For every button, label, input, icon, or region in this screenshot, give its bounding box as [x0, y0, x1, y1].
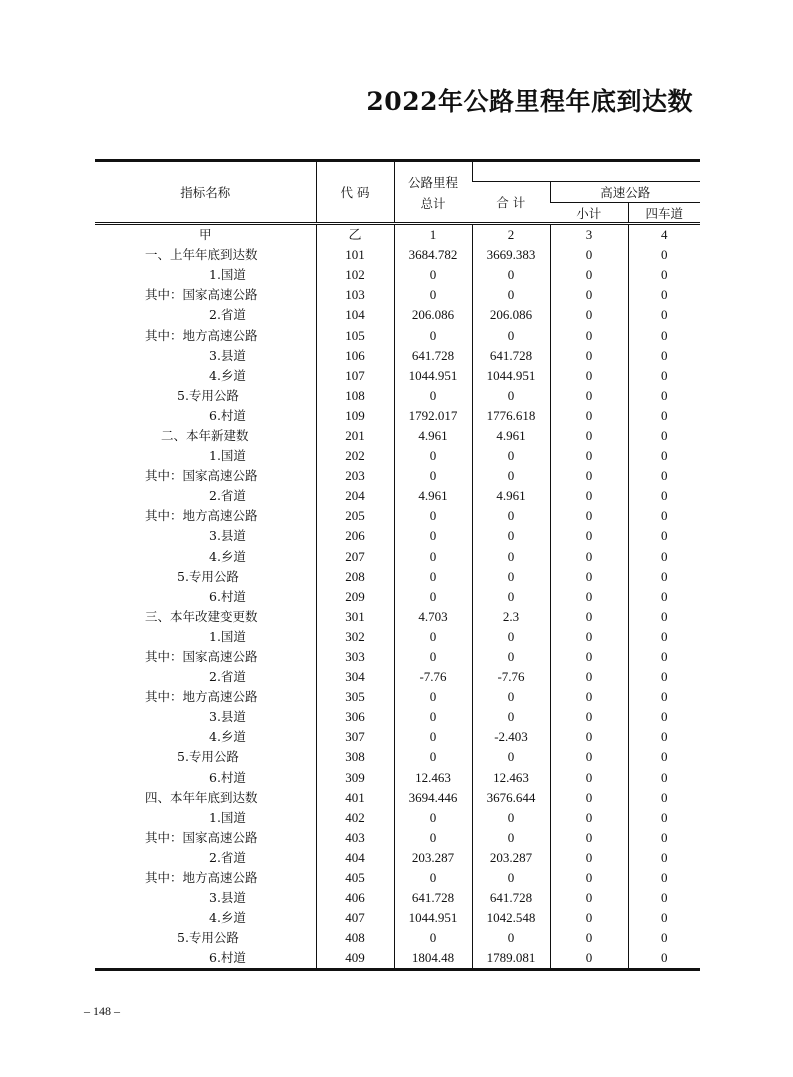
cell-four: 0	[628, 747, 700, 767]
row-label: 其中：国家高速公路	[145, 468, 258, 484]
row-label: 6.村道	[209, 407, 246, 423]
cell-sum: 0	[472, 466, 550, 486]
cell-total: 0	[394, 506, 472, 526]
cell-code: 104	[316, 305, 394, 325]
cell-four: 0	[628, 285, 700, 305]
header-blank	[472, 161, 700, 182]
road-mileage-table	[95, 159, 700, 971]
cell-sub: 0	[550, 768, 628, 788]
table-row	[95, 667, 700, 687]
table-row	[95, 908, 700, 928]
cell-four: 0	[628, 788, 700, 808]
table-row	[95, 828, 700, 848]
cell-code: 105	[316, 325, 394, 345]
cell-total: 0	[394, 446, 472, 466]
row-label: 5.专用公路	[177, 930, 239, 946]
row-label: 其中：地方高速公路	[145, 508, 258, 524]
cell-four: 0	[628, 627, 700, 647]
cell-sub: 0	[550, 727, 628, 747]
row-label: 3.县道	[209, 709, 246, 725]
row-label: 其中：国家高速公路	[145, 287, 258, 303]
cell-code: 302	[316, 627, 394, 647]
table-row	[95, 526, 700, 546]
page-number: – 148 –	[84, 1004, 120, 1018]
row-label: 6.村道	[95, 948, 316, 970]
table-row	[95, 587, 700, 607]
cell-four: 0	[628, 908, 700, 928]
cell-four: 0	[628, 547, 700, 567]
cell-total: 12.463	[394, 768, 472, 788]
table-row	[95, 627, 700, 647]
cell-code: 304	[316, 667, 394, 687]
row-label: 1.国道	[209, 267, 246, 283]
cell-sum: 2.3	[472, 607, 550, 627]
cell-sum: 0	[472, 647, 550, 667]
cell-total: 0	[394, 587, 472, 607]
row-label: 其中：地方高速公路	[145, 689, 258, 705]
cell-code: 202	[316, 446, 394, 466]
table-row	[95, 406, 700, 426]
cell-sum: 0	[472, 587, 550, 607]
cell-total: 0	[394, 547, 472, 567]
cell-sum: 0	[472, 928, 550, 948]
index-cell: 2	[472, 224, 550, 246]
cell-total: 0	[394, 265, 472, 285]
cell-total: 0	[394, 727, 472, 747]
cell-total: 0	[394, 747, 472, 767]
cell-code: 102	[316, 265, 394, 285]
cell-sub: 0	[550, 607, 628, 627]
cell-total: 3684.782	[394, 245, 472, 265]
row-label: 5.专用公路	[177, 387, 239, 403]
table-row	[95, 567, 700, 587]
cell-code: 109	[316, 406, 394, 426]
table-row	[95, 325, 700, 345]
cell-sum: 0	[472, 506, 550, 526]
cell-four: 0	[628, 346, 700, 366]
row-label: 2.省道	[209, 307, 246, 323]
index-cell: 甲	[198, 227, 212, 243]
cell-four: 0	[628, 667, 700, 687]
cell-sub: 0	[550, 848, 628, 868]
cell-sub: 0	[550, 567, 628, 587]
cell-total: 0	[394, 325, 472, 345]
row-label: 三、本年改建变更数	[145, 608, 258, 624]
cell-total: 3694.446	[394, 788, 472, 808]
cell-sum: 0	[472, 687, 550, 707]
row-label: 其中：国家高速公路	[145, 649, 258, 665]
table-row	[95, 868, 700, 888]
cell-sum: 0	[472, 526, 550, 546]
cell-four: 0	[628, 305, 700, 325]
table-row	[95, 366, 700, 386]
table-row	[95, 707, 700, 727]
header-subtotal: 小计	[550, 203, 628, 224]
cell-four: 0	[628, 587, 700, 607]
cell-code: 406	[316, 888, 394, 908]
cell-sub: 0	[550, 868, 628, 888]
cell-sum: 0	[472, 567, 550, 587]
cell-four: 0	[628, 325, 700, 345]
cell-sum: 4.961	[472, 426, 550, 446]
cell-sum: 3669.383	[472, 245, 550, 265]
cell-code: 201	[316, 426, 394, 446]
row-label: 一、上年年底到达数	[145, 247, 258, 263]
cell-total: 0	[394, 928, 472, 948]
index-cell: 4	[628, 224, 700, 246]
row-label: 其中：地方高速公路	[145, 870, 258, 886]
cell-sub: 0	[550, 747, 628, 767]
cell-total: 1044.951	[394, 908, 472, 928]
cell-four: 0	[628, 848, 700, 868]
row-label: 1.国道	[209, 448, 246, 464]
cell-total: 1804.48	[394, 948, 472, 970]
cell-code: 108	[316, 386, 394, 406]
table-row	[95, 547, 700, 567]
cell-code: 404	[316, 848, 394, 868]
cell-sum: 4.961	[472, 486, 550, 506]
cell-four: 0	[628, 506, 700, 526]
row-label: 2.省道	[209, 849, 246, 865]
cell-total: 4.961	[394, 426, 472, 446]
cell-code: 408	[316, 928, 394, 948]
table-row	[95, 426, 700, 446]
row-label: 3.县道	[209, 528, 246, 544]
cell-sum: -2.403	[472, 727, 550, 747]
cell-four: 0	[628, 647, 700, 667]
cell-sum: 0	[472, 325, 550, 345]
cell-four: 0	[628, 928, 700, 948]
cell-sum: 0	[472, 868, 550, 888]
header-expressway: 高速公路	[550, 182, 700, 203]
cell-code: 405	[316, 868, 394, 888]
table-row	[95, 607, 700, 627]
cell-sum: 1044.951	[472, 366, 550, 386]
cell-code: 107	[316, 366, 394, 386]
row-label: 4.乡道	[209, 910, 246, 926]
cell-four: 0	[628, 426, 700, 446]
cell-sub: 0	[550, 446, 628, 466]
cell-code: 203	[316, 466, 394, 486]
cell-four: 0	[628, 768, 700, 788]
cell-total: 0	[394, 466, 472, 486]
cell-four: 0	[628, 567, 700, 587]
cell-four: 0	[628, 366, 700, 386]
cell-code: 305	[316, 687, 394, 707]
cell-four: 0	[628, 828, 700, 848]
index-row	[95, 224, 700, 246]
table-row	[95, 305, 700, 325]
cell-sub: 0	[550, 426, 628, 446]
cell-code: 205	[316, 506, 394, 526]
table-row	[95, 647, 700, 667]
cell-total: 0	[394, 687, 472, 707]
cell-sub: 0	[550, 928, 628, 948]
cell-sub: 0	[550, 948, 628, 970]
cell-four: 0	[628, 888, 700, 908]
cell-total: 206.086	[394, 305, 472, 325]
cell-sub: 0	[550, 908, 628, 928]
cell-sum: 12.463	[472, 768, 550, 788]
table-row	[95, 727, 700, 747]
table-row	[95, 948, 700, 970]
cell-total: 0	[394, 386, 472, 406]
cell-four: 0	[628, 386, 700, 406]
cell-sum: 206.086	[472, 305, 550, 325]
table-row	[95, 386, 700, 406]
cell-sub: 0	[550, 788, 628, 808]
index-cell: 乙	[316, 224, 394, 246]
cell-total: -7.76	[394, 667, 472, 687]
cell-total: 0	[394, 707, 472, 727]
cell-code: 208	[316, 567, 394, 587]
row-label: 4.乡道	[209, 367, 246, 383]
cell-code: 407	[316, 908, 394, 928]
cell-sum: 1776.618	[472, 406, 550, 426]
cell-four: 0	[628, 868, 700, 888]
table-row	[95, 285, 700, 305]
cell-sub: 0	[550, 386, 628, 406]
index-cell: 3	[550, 224, 628, 246]
row-label: 5.专用公路	[177, 749, 239, 765]
cell-sub: 0	[550, 888, 628, 908]
row-label: 其中：国家高速公路	[145, 829, 258, 845]
cell-four: 0	[628, 466, 700, 486]
cell-code: 307	[316, 727, 394, 747]
cell-four: 0	[628, 808, 700, 828]
row-label: 6.村道	[209, 588, 246, 604]
cell-four: 0	[628, 707, 700, 727]
cell-total: 641.728	[394, 888, 472, 908]
cell-sum: 3676.644	[472, 788, 550, 808]
cell-sum: 0	[472, 386, 550, 406]
cell-code: 103	[316, 285, 394, 305]
cell-sum: 1789.081	[472, 948, 550, 970]
cell-total: 0	[394, 627, 472, 647]
row-label: 4.乡道	[209, 548, 246, 564]
cell-sub: 0	[550, 325, 628, 345]
table-row	[95, 346, 700, 366]
row-label: 3.县道	[209, 347, 246, 363]
table-row	[95, 446, 700, 466]
index-cell: 1	[394, 224, 472, 246]
cell-sub: 0	[550, 707, 628, 727]
row-label: 4.乡道	[209, 729, 246, 745]
cell-four: 0	[628, 446, 700, 466]
cell-four: 0	[628, 265, 700, 285]
cell-sub: 0	[550, 346, 628, 366]
row-label: 其中：地方高速公路	[145, 327, 258, 343]
cell-sub: 0	[550, 506, 628, 526]
cell-code: 204	[316, 486, 394, 506]
table-row	[95, 466, 700, 486]
cell-sub: 0	[550, 285, 628, 305]
cell-total: 0	[394, 285, 472, 305]
table-row	[95, 848, 700, 868]
cell-sum: 641.728	[472, 346, 550, 366]
cell-sum: 0	[472, 265, 550, 285]
row-label: 6.村道	[209, 769, 246, 785]
cell-sub: 0	[550, 526, 628, 546]
cell-sum: 641.728	[472, 888, 550, 908]
cell-four: 0	[628, 948, 700, 970]
header-four-lane: 四车道	[628, 203, 700, 224]
table-row	[95, 265, 700, 285]
cell-sub: 0	[550, 265, 628, 285]
cell-code: 301	[316, 607, 394, 627]
cell-sum: 0	[472, 446, 550, 466]
cell-four: 0	[628, 727, 700, 747]
cell-sub: 0	[550, 627, 628, 647]
cell-total: 0	[394, 868, 472, 888]
cell-total: 203.287	[394, 848, 472, 868]
cell-four: 0	[628, 245, 700, 265]
cell-total: 0	[394, 526, 472, 546]
cell-sub: 0	[550, 828, 628, 848]
row-label: 5.专用公路	[177, 568, 239, 584]
cell-sum: 0	[472, 707, 550, 727]
cell-sub: 0	[550, 406, 628, 426]
cell-four: 0	[628, 526, 700, 546]
cell-total: 1044.951	[394, 366, 472, 386]
cell-sum: 0	[472, 808, 550, 828]
cell-four: 0	[628, 607, 700, 627]
cell-code: 303	[316, 647, 394, 667]
cell-sum: 0	[472, 747, 550, 767]
cell-total: 1792.017	[394, 406, 472, 426]
header-name: 指标名称	[95, 161, 316, 224]
cell-code: 309	[316, 768, 394, 788]
table-row	[95, 245, 700, 265]
cell-code: 402	[316, 808, 394, 828]
cell-code: 308	[316, 747, 394, 767]
cell-sum: 203.287	[472, 848, 550, 868]
cell-code: 306	[316, 707, 394, 727]
cell-total: 0	[394, 808, 472, 828]
cell-sub: 0	[550, 667, 628, 687]
table-row	[95, 486, 700, 506]
cell-sub: 0	[550, 808, 628, 828]
cell-total: 4.961	[394, 486, 472, 506]
cell-sub: 0	[550, 486, 628, 506]
cell-code: 206	[316, 526, 394, 546]
table-row	[95, 687, 700, 707]
cell-total: 0	[394, 647, 472, 667]
header-code: 代 码	[316, 161, 394, 224]
cell-sub: 0	[550, 647, 628, 667]
cell-code: 209	[316, 587, 394, 607]
cell-sub: 0	[550, 245, 628, 265]
cell-sub: 0	[550, 587, 628, 607]
cell-sum: -7.76	[472, 667, 550, 687]
cell-total: 0	[394, 828, 472, 848]
table-row	[95, 888, 700, 908]
cell-four: 0	[628, 687, 700, 707]
table-row	[95, 506, 700, 526]
cell-sub: 0	[550, 687, 628, 707]
row-label: 1.国道	[209, 628, 246, 644]
header-sum: 合 计	[472, 182, 550, 224]
cell-code: 207	[316, 547, 394, 567]
table-row	[95, 768, 700, 788]
row-label: 2.省道	[209, 488, 246, 504]
table-row	[95, 747, 700, 767]
cell-code: 403	[316, 828, 394, 848]
cell-sum: 0	[472, 828, 550, 848]
cell-code: 409	[316, 948, 394, 970]
cell-four: 0	[628, 486, 700, 506]
cell-code: 401	[316, 788, 394, 808]
header-total: 公路里程总计	[394, 161, 472, 224]
cell-sub: 0	[550, 466, 628, 486]
cell-sum: 0	[472, 285, 550, 305]
cell-sub: 0	[550, 305, 628, 325]
row-label: 二、本年新建数	[161, 427, 249, 443]
row-label: 1.国道	[209, 809, 246, 825]
row-label: 3.县道	[209, 890, 246, 906]
row-label: 四、本年年底到达数	[145, 789, 258, 805]
table-row	[95, 788, 700, 808]
table-row	[95, 808, 700, 828]
cell-total: 0	[394, 567, 472, 587]
cell-sum: 0	[472, 627, 550, 647]
cell-sub: 0	[550, 366, 628, 386]
cell-code: 101	[316, 245, 394, 265]
row-label: 2.省道	[209, 669, 246, 685]
cell-sum: 0	[472, 547, 550, 567]
cell-total: 4.703	[394, 607, 472, 627]
cell-sum: 1042.548	[472, 908, 550, 928]
cell-four: 0	[628, 406, 700, 426]
cell-total: 641.728	[394, 346, 472, 366]
table-row	[95, 928, 700, 948]
cell-code: 106	[316, 346, 394, 366]
cell-sub: 0	[550, 547, 628, 567]
page-title: 2022年公路里程年底到达数	[366, 87, 693, 116]
